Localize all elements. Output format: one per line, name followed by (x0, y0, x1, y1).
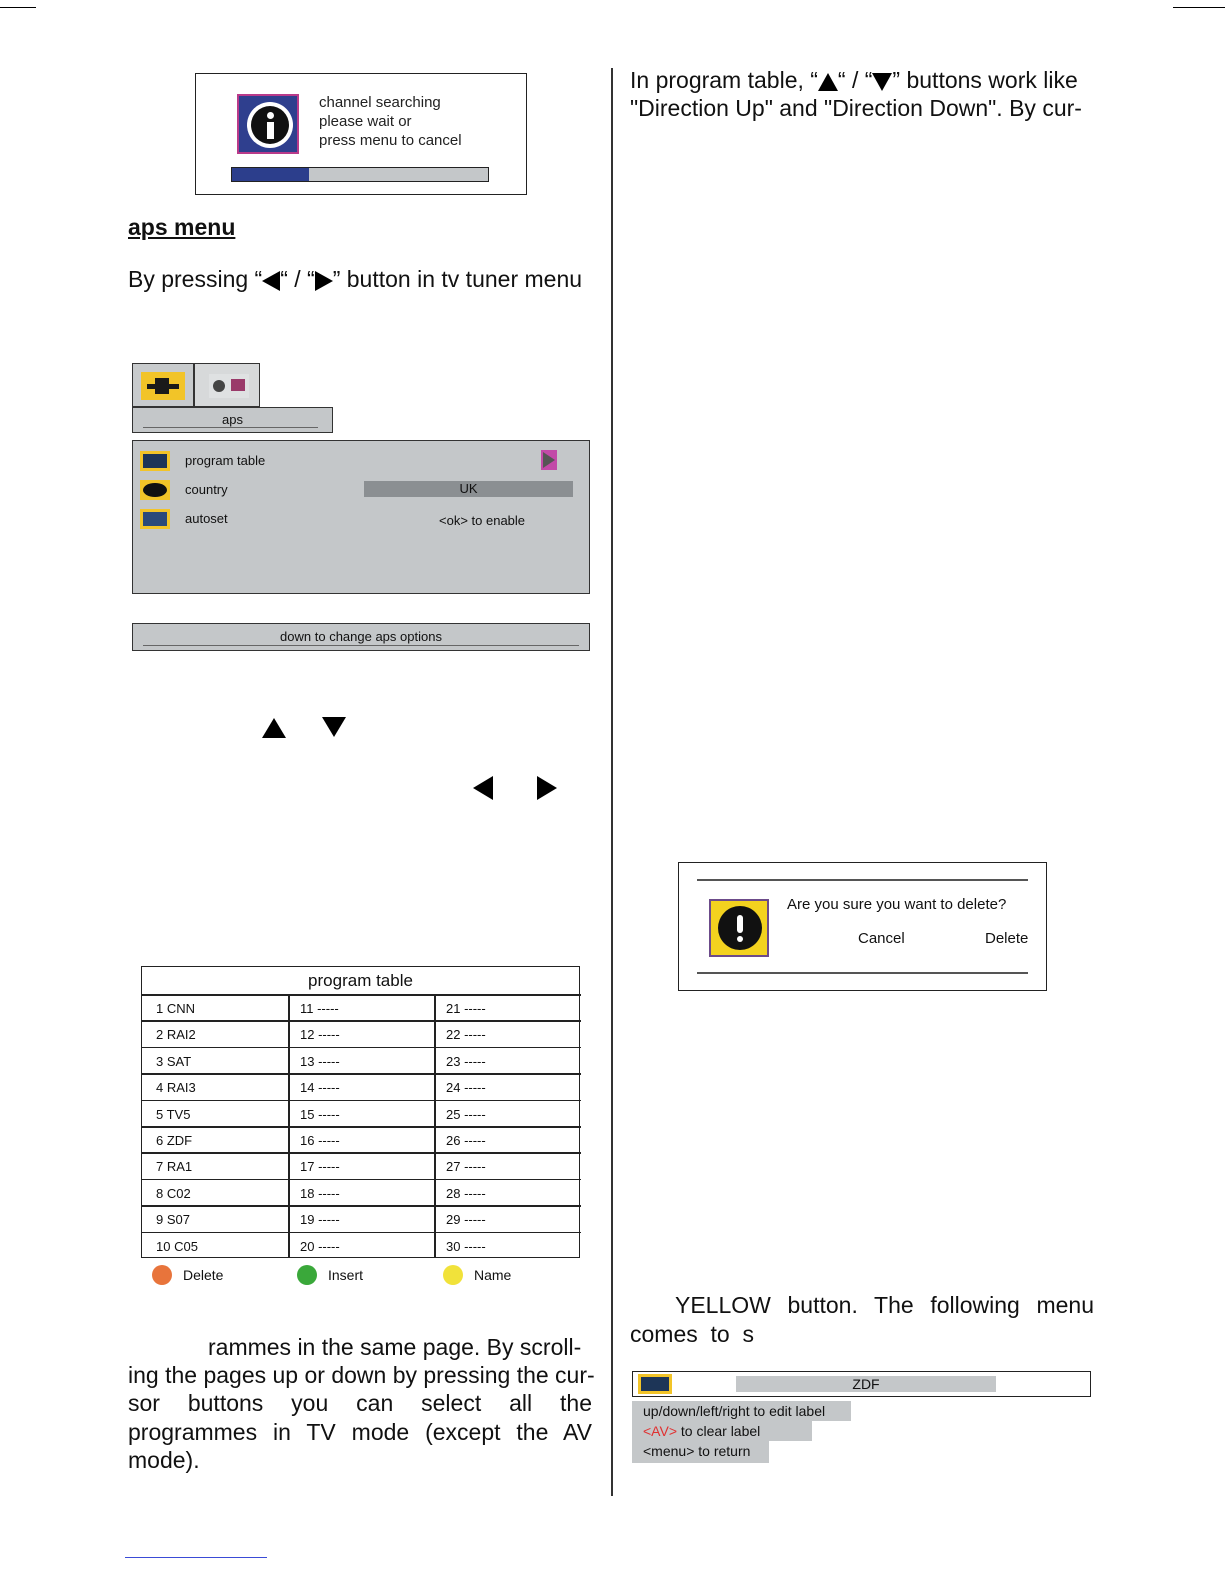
program-entry[interactable]: 23 ----- (446, 1053, 486, 1069)
closing-line-3: sor buttons you can select all the (128, 1390, 592, 1416)
program-entry[interactable]: 25 ----- (446, 1106, 486, 1122)
submenu-arrow-icon[interactable] (541, 450, 557, 470)
table-row-divider (142, 1205, 581, 1207)
tab-connection[interactable] (132, 363, 194, 407)
delete-question: Are you sure you want to delete? (787, 896, 1007, 913)
legend-label-name: Name (474, 1267, 512, 1283)
aps-tab-header (132, 407, 333, 433)
tab-settings[interactable] (194, 363, 260, 407)
table-column-divider (288, 994, 290, 1257)
program-table (141, 966, 580, 1258)
intro-part-1: By pressing “ (128, 266, 263, 292)
settings-icon (209, 374, 249, 398)
table-row-divider (142, 1100, 581, 1102)
delete-dialog (678, 862, 1047, 991)
program-entry[interactable]: 21 ----- (446, 1001, 486, 1016)
right-line-1-part-2: “ / “ (837, 67, 873, 93)
search-progress-bar (231, 167, 489, 182)
column-divider (611, 68, 613, 1496)
closing-line-2: ing the pages up or down by pressing the cur- (128, 1362, 595, 1388)
legend-label-delete: Delete (183, 1267, 224, 1283)
program-entry[interactable]: 24 ----- (446, 1080, 486, 1096)
autoset-icon (140, 509, 170, 529)
program-entry[interactable]: 1 CNN (156, 1001, 196, 1016)
menu-item-autoset[interactable] (133, 507, 589, 531)
program-entry[interactable]: 16 ----- (300, 1133, 340, 1148)
globe-icon (140, 480, 170, 500)
info-icon (237, 94, 299, 154)
program-entry[interactable]: 8 C02 (156, 1185, 191, 1201)
autoset-value[interactable]: <ok> to enable (439, 513, 526, 528)
aps-hint-bar (132, 623, 590, 651)
intro-part-2: “ / “ (280, 266, 315, 292)
closing-line-5: mode). (128, 1447, 200, 1473)
table-row-divider (142, 1126, 581, 1128)
program-entry[interactable]: 26 ----- (446, 1133, 486, 1148)
table-row-divider (142, 1073, 581, 1075)
program-entry[interactable]: 13 ----- (300, 1053, 340, 1069)
right-line-2: "Direction Up" and "Direction Down". By cur- (630, 95, 1082, 121)
right-line-1-part-3: ” buttons work like (892, 67, 1078, 93)
program-entry[interactable]: 14 ----- (300, 1080, 340, 1096)
search-line-3: press menu to cancel (319, 132, 462, 149)
program-entry[interactable]: 19 ----- (300, 1212, 340, 1228)
down-arrow-icon (872, 73, 892, 91)
country-label: country (185, 482, 228, 497)
right-arrow-icon (537, 776, 557, 800)
aps-intro-text (128, 265, 582, 293)
label-edit-bar (632, 1371, 1091, 1397)
table-row-divider (142, 1232, 581, 1234)
av-key: <AV> (643, 1423, 677, 1439)
program-entry[interactable]: 12 ----- (300, 1027, 340, 1043)
program-entry[interactable]: 28 ----- (446, 1185, 486, 1201)
down-arrow-icon (322, 717, 346, 737)
legend-dot-insert[interactable] (297, 1265, 317, 1285)
plug-icon (141, 372, 185, 400)
program-entry[interactable]: 9 S07 (156, 1212, 190, 1228)
search-line-1: channel searching (319, 94, 441, 111)
crop-mark-top-right (1173, 7, 1225, 8)
program-entry[interactable]: 20 ----- (300, 1238, 340, 1254)
table-row-divider (142, 1020, 581, 1022)
program-entry[interactable]: 18 ----- (300, 1185, 340, 1201)
search-dialog (195, 73, 527, 195)
up-arrow-icon (262, 718, 286, 738)
channel-name-field[interactable]: ZDF (736, 1376, 996, 1392)
right-arrow-icon (315, 271, 333, 291)
intro-part-3: ” button in tv tuner menu (332, 266, 583, 292)
program-entry[interactable]: 17 ----- (300, 1159, 340, 1175)
aps-menu-heading: aps menu (128, 214, 236, 240)
table-row-divider (142, 1047, 581, 1049)
label-help-line-1: up/down/left/right to edit label (632, 1401, 851, 1421)
footer-rule (125, 1557, 267, 1558)
delete-button[interactable]: Delete (985, 930, 1029, 947)
aps-tab-label: aps (222, 412, 243, 427)
program-entry[interactable]: 29 ----- (446, 1212, 486, 1228)
program-entry[interactable]: 27 ----- (446, 1159, 486, 1175)
program-table-label: program table (185, 453, 266, 468)
closing-line-4: programmes in TV mode (except the AV (128, 1419, 592, 1445)
yellow-line-2: comes to s (630, 1321, 754, 1347)
warning-icon (709, 899, 769, 957)
program-entry[interactable]: 6 ZDF (156, 1133, 193, 1148)
cancel-button[interactable]: Cancel (858, 930, 905, 947)
program-entry[interactable]: 5 TV5 (156, 1106, 191, 1122)
table-column-divider (434, 994, 436, 1257)
crop-mark-top-left (0, 7, 36, 8)
av-key-rest: to clear label (677, 1423, 761, 1439)
table-row-divider (142, 1152, 581, 1154)
autoset-label: autoset (185, 511, 228, 526)
legend-label-insert: Insert (328, 1267, 364, 1283)
right-line-1-part-1: In program table, “ (630, 67, 818, 93)
program-entry[interactable]: 7 RA1 (156, 1159, 193, 1175)
program-table-title: program table (308, 971, 413, 990)
search-line-2: please wait or (319, 113, 412, 130)
up-arrow-icon (818, 73, 838, 91)
legend-dot-name[interactable] (443, 1265, 463, 1285)
search-progress-fill (232, 168, 309, 181)
label-help-line-2 (632, 1421, 812, 1441)
label-help-line-3: <menu> to return (632, 1441, 769, 1463)
program-entry[interactable]: 4 RAI3 (156, 1080, 196, 1096)
table-row-divider (142, 1179, 581, 1181)
program-entry[interactable]: 22 ----- (446, 1027, 486, 1043)
legend-dot-delete[interactable] (152, 1265, 172, 1285)
aps-menu-panel (132, 440, 590, 594)
left-arrow-icon (262, 271, 280, 291)
right-line-1 (630, 66, 1078, 94)
left-arrow-icon (473, 776, 493, 800)
menu-item-program-table[interactable] (133, 449, 589, 473)
menu-item-country[interactable] (133, 478, 589, 502)
channel-icon (638, 1374, 672, 1394)
program-entry[interactable]: 30 ----- (446, 1238, 486, 1254)
yellow-line-1: YELLOW button. The following menu (675, 1292, 1094, 1318)
program-entry[interactable]: 11 ----- (300, 1001, 339, 1016)
program-table-icon (140, 451, 170, 471)
table-row-divider (142, 994, 581, 996)
program-entry[interactable]: 15 ----- (300, 1106, 340, 1122)
program-entry[interactable]: 2 RAI2 (156, 1027, 196, 1043)
program-entry[interactable]: 3 SAT (156, 1053, 192, 1069)
closing-line-1: rammes in the same page. By scroll- (208, 1334, 582, 1360)
program-entry[interactable]: 10 C05 (156, 1238, 198, 1254)
country-value[interactable]: UK (364, 481, 573, 497)
aps-hint-text: down to change aps options (280, 629, 442, 644)
